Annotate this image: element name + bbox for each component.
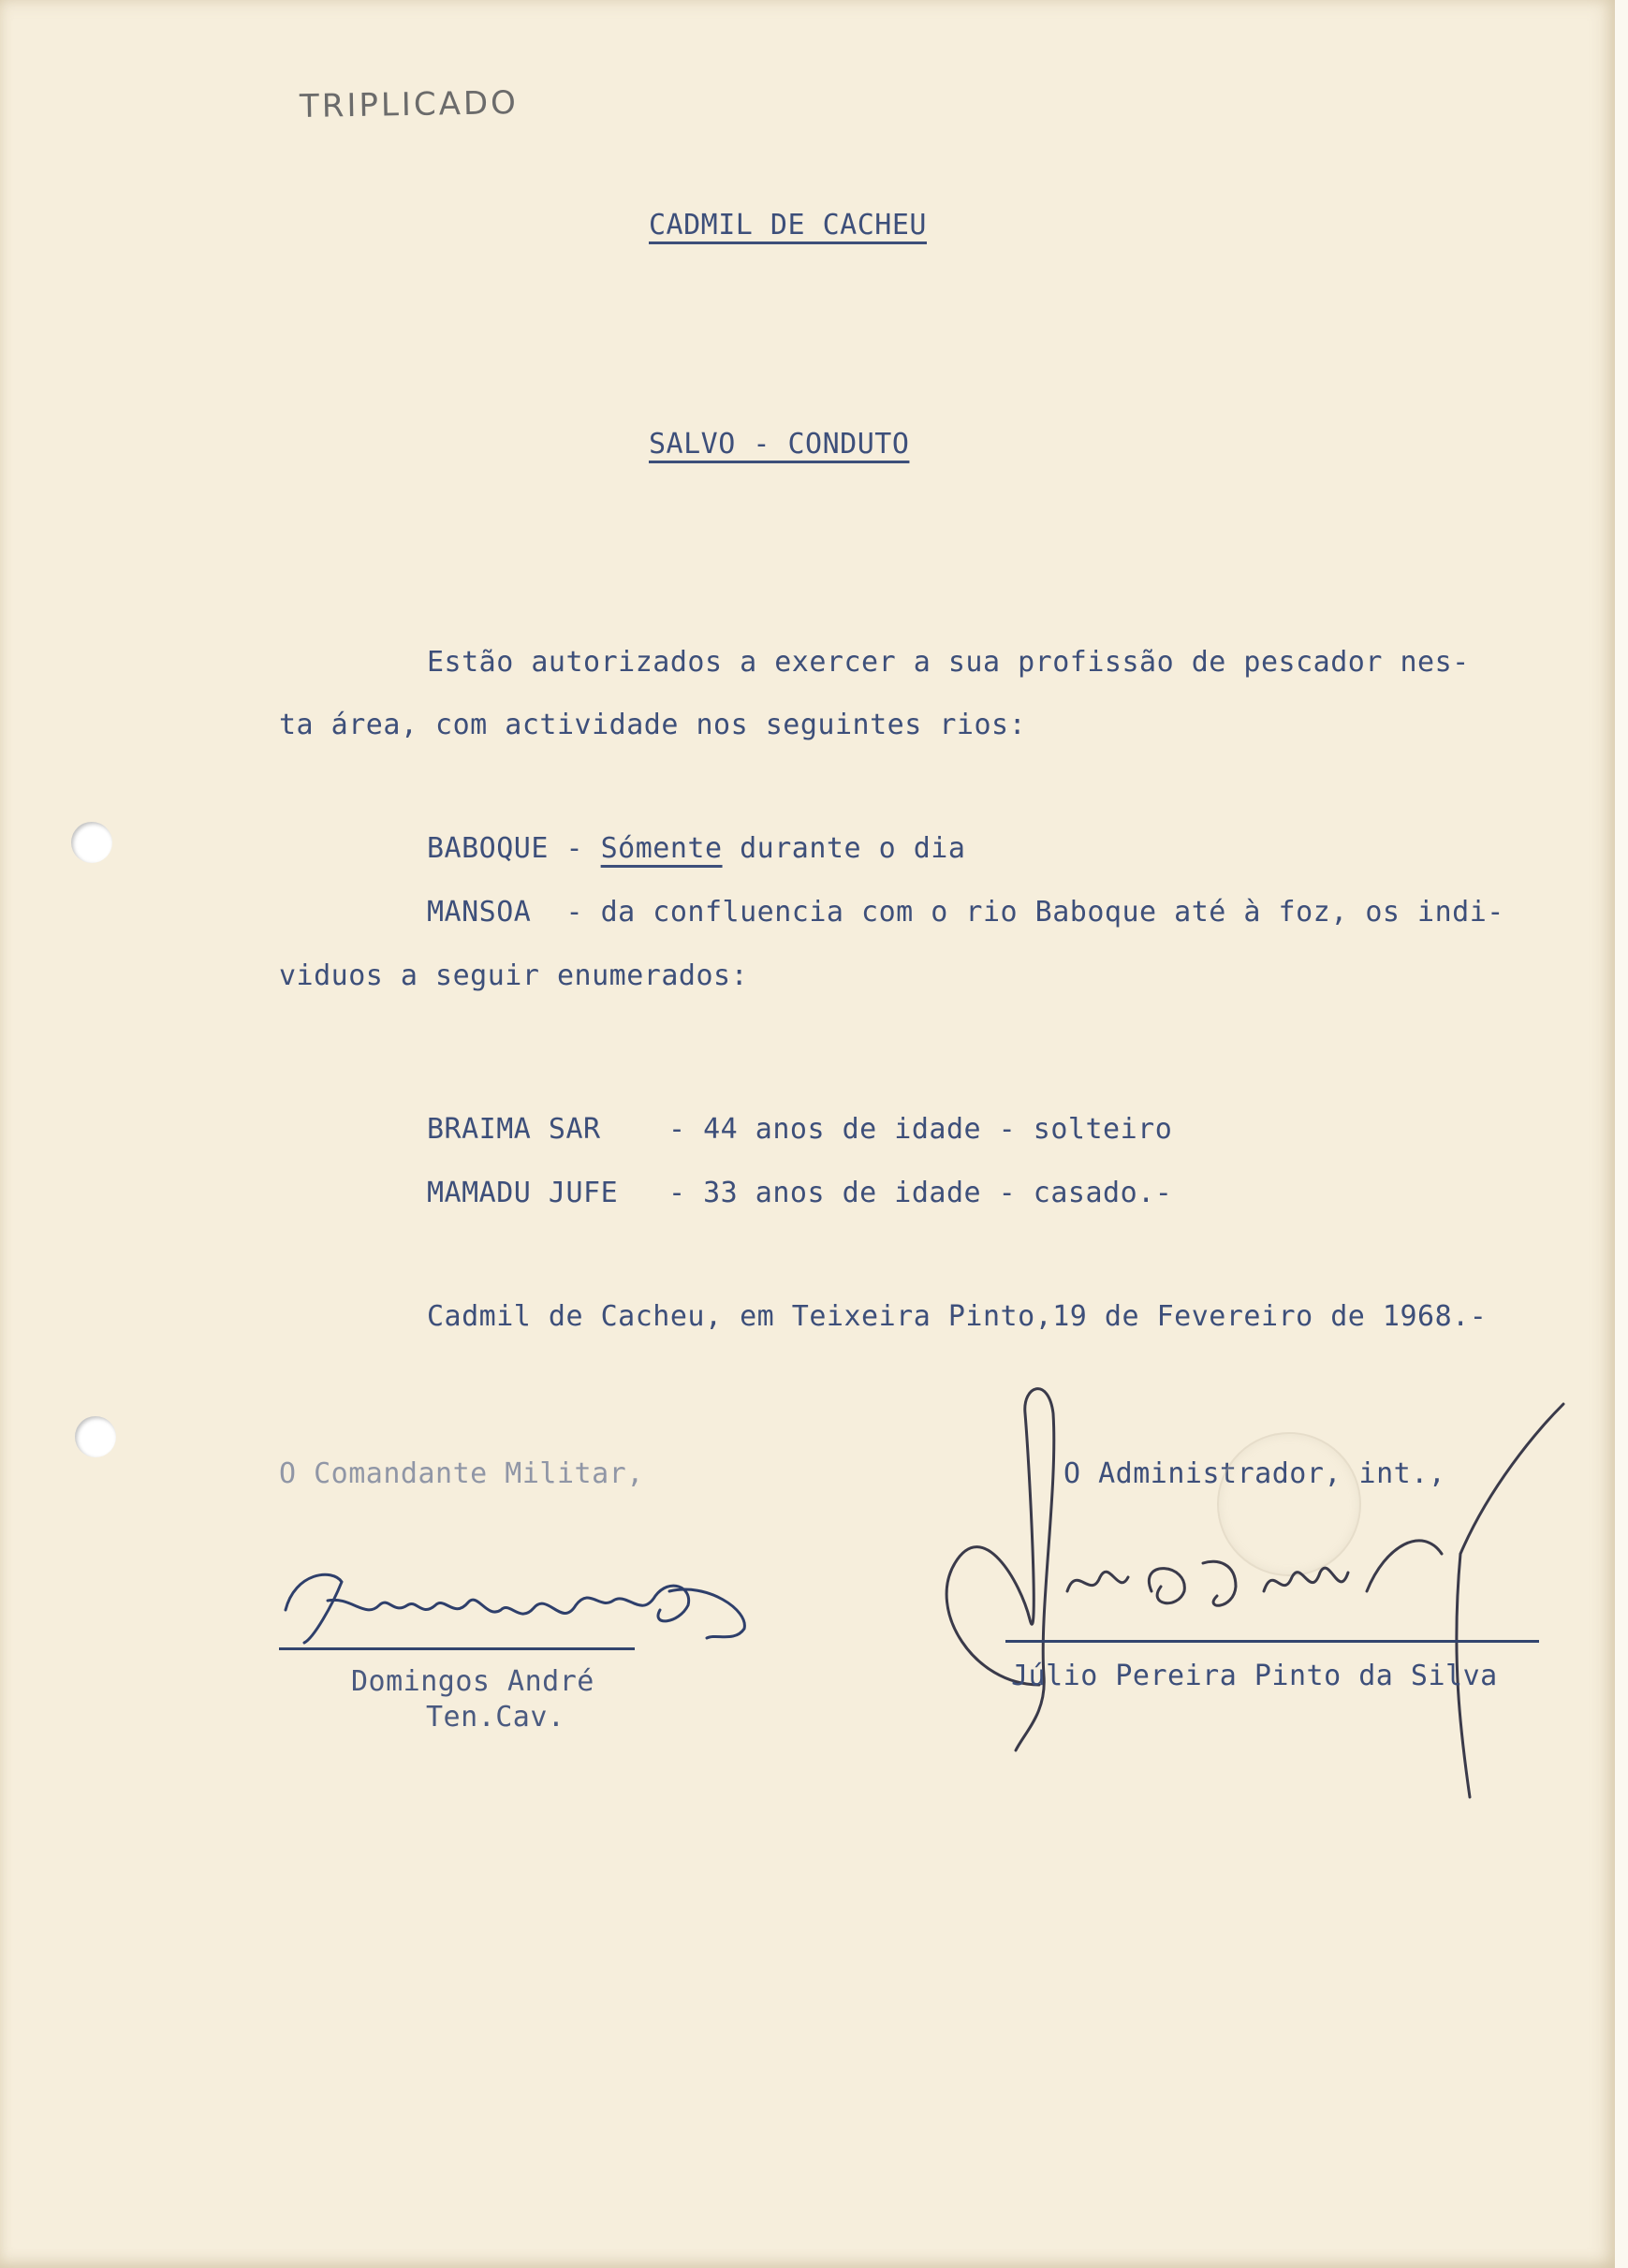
- document-header: CADMIL DE CACHEU: [649, 209, 927, 241]
- river-mansoa-line-2: viduos a seguir enumerados:: [279, 959, 749, 992]
- right-signatory-title: O Administrador, int.,: [1063, 1457, 1446, 1490]
- person-details: - 44 anos de idade - solteiro: [668, 1113, 1173, 1146]
- right-signature-line: [1005, 1640, 1539, 1643]
- person-name: MAMADU JUFE: [427, 1177, 619, 1209]
- river-baboque-dash: -: [565, 832, 584, 865]
- left-signatory-name: Domingos André: [351, 1665, 594, 1698]
- river-baboque-name: BABOQUE: [427, 832, 549, 865]
- person-row: [427, 1113, 1173, 1146]
- left-signatory-title: O Comandante Militar,: [279, 1457, 644, 1490]
- river-baboque-emphasis: Sómente: [600, 832, 723, 865]
- left-signature-line: [279, 1647, 635, 1650]
- person-name: BRAIMA SAR: [427, 1113, 601, 1146]
- document-title: SALVO - CONDUTO: [649, 428, 910, 461]
- river-baboque-rest: durante o dia: [722, 832, 966, 865]
- river-baboque: [427, 832, 966, 865]
- body-line-2: ta área, com actividade nos seguintes rios:: [279, 709, 1027, 741]
- right-signatory-name: Júlio Pereira Pinto da Silva: [1011, 1660, 1498, 1692]
- river-mansoa-line-1: MANSOA - da confluencia com o rio Baboque até à foz, os indi-: [427, 896, 1504, 929]
- left-signatory-rank: Ten.Cav.: [426, 1701, 565, 1734]
- body-line-1: Estão autorizados a exercer a sua profissão de pescador nes-: [427, 646, 1470, 679]
- person-row: [427, 1179, 1172, 1207]
- punch-hole-bottom: [75, 1416, 116, 1457]
- person-details: - 33 anos de idade - casado.-: [668, 1177, 1173, 1209]
- triplicado-stamp: TRIPLICADO: [299, 83, 520, 126]
- punch-hole-top: [71, 822, 112, 863]
- page-edge: [1615, 0, 1628, 2268]
- right-signature: [936, 1376, 1573, 1807]
- dateline: Cadmil de Cacheu, em Teixeira Pinto,19 de Fevereiro de 1968.-: [427, 1300, 1488, 1333]
